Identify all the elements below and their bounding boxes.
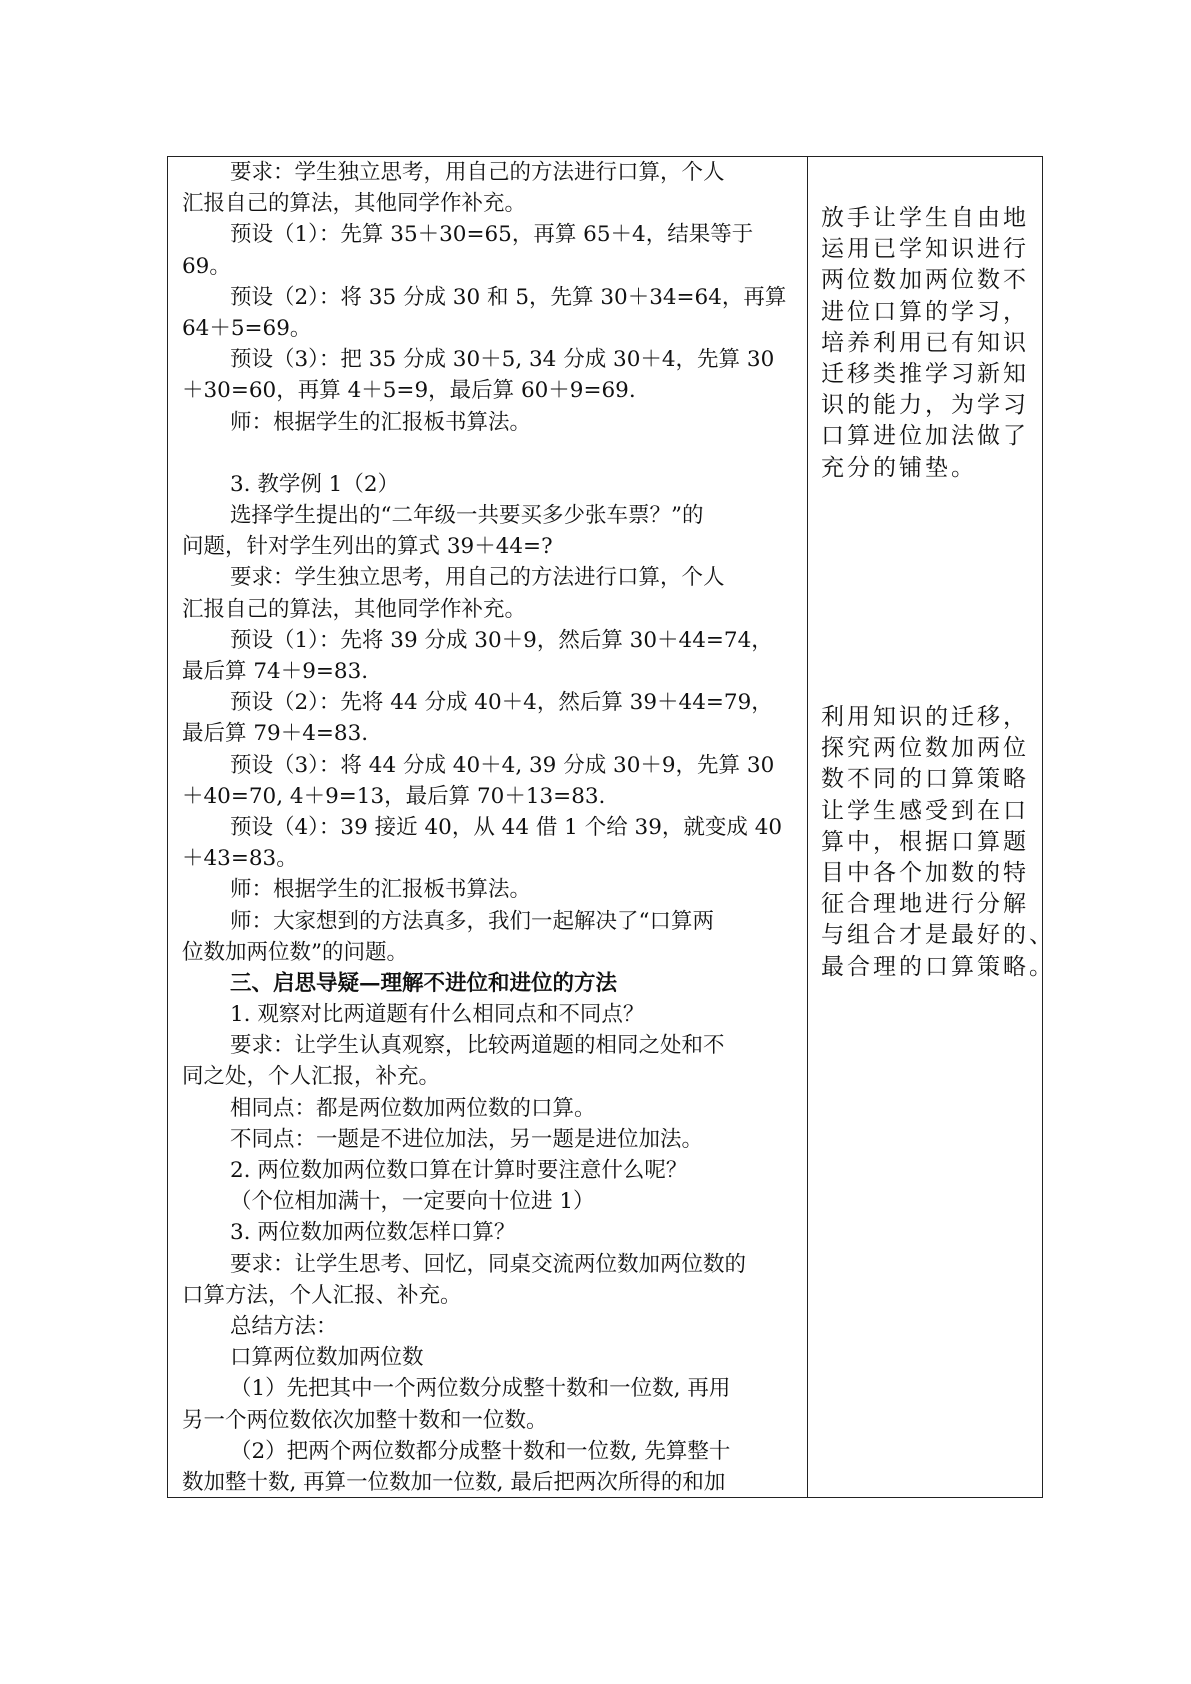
side-note-line: 放手让学生自由地 — [821, 205, 1029, 231]
content-line: 总结方法： — [230, 1313, 338, 1339]
side-note-line: 运用已学知识进行 — [821, 236, 1029, 263]
lesson-table — [167, 156, 1055, 1498]
side-note-line: 目中各个加数的特 — [821, 859, 1029, 886]
content-line: 预设（1）：先将 39 分成 30＋9，然后算 30＋44=74， — [230, 627, 773, 653]
content-line: 最后算 79＋4=83. — [182, 721, 369, 747]
side-note-line: 征合理地进行分解 — [821, 891, 1029, 918]
content-line: 3. 教学例 1（2） — [230, 471, 400, 497]
content-line: 口算方法，个人汇报、补充。 — [182, 1282, 462, 1308]
content-line: 口算两位数加两位数 — [230, 1345, 424, 1371]
content-line: 师：根据学生的汇报板书算法。 — [230, 409, 532, 435]
content-line: 选择学生提出的“二年级一共要买多少张车票？”的 — [230, 503, 704, 529]
side-note-line: 口算进位加法做了 — [821, 423, 1029, 450]
content-line: ＋43=83。 — [182, 846, 298, 872]
content-line: （个位相加满十，一定要向十位进 1） — [230, 1189, 595, 1215]
side-note-2 — [821, 702, 1055, 983]
content-line: 位数加两位数”的问题。 — [182, 939, 408, 965]
side-note-line: 利用知识的迁移， — [821, 704, 1029, 730]
content-line: 预设（1）：先算 35＋30=65，再算 65＋4，结果等于 — [230, 222, 754, 248]
side-note-line: 探究两位数加两位 — [821, 735, 1029, 762]
content-line: 汇报自己的算法，其他同学作补充。 — [182, 596, 527, 622]
side-note-line: 培养利用已有知识 — [821, 329, 1029, 356]
side-note-1 — [821, 203, 1039, 484]
content-line: 要求：让学生思考、回忆，同桌交流两位数加两位数的 — [230, 1251, 747, 1277]
content-line: 师：根据学生的汇报板书算法。 — [230, 877, 532, 903]
content-line: 预设（3）：将 44 分成 40＋4, 39 分成 30＋9，先算 30 — [230, 752, 775, 778]
content-line: 另一个两位数依次加整十数和一位数。 — [182, 1407, 548, 1433]
side-note-line: 数不同的口算策略 — [821, 766, 1029, 793]
blank-line — [182, 438, 802, 469]
side-note-line: 算中，根据口算题 — [821, 828, 1029, 855]
content-line: 预设（2）：将 35 分成 30 和 5，先算 30＋34=64，再算 — [230, 284, 787, 310]
content-line: 预设（4）：39 接近 40，从 44 借 1 个给 39，就变成 40 — [230, 814, 783, 840]
content-line: 师：大家想到的方法真多，我们一起解决了“口算两 — [230, 908, 714, 934]
content-line: 3. 两位数加两位数怎样口算？ — [230, 1220, 516, 1246]
content-line: 64＋5=69。 — [182, 315, 312, 341]
content-line: 最后算 74＋9=83. — [182, 659, 369, 684]
content-line: 汇报自己的算法，其他同学作补充。 — [182, 191, 527, 217]
content-line: 预设（3）：把 35 分成 30＋5, 34 分成 30＋4，先算 30 — [230, 347, 775, 373]
side-note-line: 让学生感受到在口 — [821, 797, 1029, 824]
content-line: 相同点：都是两位数加两位数的口算。 — [230, 1095, 596, 1121]
content-line: 数加整十数, 再算一位数加一位数, 最后把两次所得的和加 — [182, 1469, 726, 1495]
side-note-line: 与组合才是最好的、 — [821, 922, 1055, 949]
content-line: 要求：让学生认真观察，比较两道题的相同之处和不 — [230, 1033, 725, 1059]
content-line: 同之处，个人汇报，补充。 — [182, 1064, 441, 1090]
content-line: 预设（2）：先将 44 分成 40＋4，然后算 39＋44=79， — [230, 690, 773, 716]
content-line: 69。 — [182, 253, 231, 279]
content-line: 问题，针对学生列出的算式 39＋44=? — [182, 534, 553, 560]
content-line: 要求：学生独立思考，用自己的方法进行口算，个人 — [230, 565, 725, 591]
content-line: 2. 两位数加两位数口算在计算时要注意什么呢？ — [230, 1158, 688, 1183]
content-line: ＋40=70, 4＋9=13，最后算 70＋13=83. — [182, 783, 606, 809]
side-note-line: 识的能力，为学习 — [821, 392, 1029, 419]
content-line: 三、启思导疑—理解不进位和进位的方法 — [230, 970, 618, 996]
column-divider — [807, 157, 808, 1497]
content-line: 不同点：一题是不进位加法，另一题是进位加法。 — [230, 1126, 704, 1152]
side-note-line: 最合理的口算策略。 — [821, 953, 1055, 980]
content-line: 要求：学生独立思考，用自己的方法进行口算，个人 — [230, 160, 725, 185]
content-line: 1. 观察对比两道题有什么相同点和不同点？ — [230, 1002, 645, 1028]
content-line: ＋30=60，再算 4＋5=9，最后算 60＋9=69. — [182, 378, 636, 404]
side-note-line: 两位数加两位数不 — [821, 267, 1029, 294]
side-note-line: 进位口算的学习， — [821, 298, 1029, 325]
content-line: （1）先把其中一个两位数分成整十数和一位数, 再用 — [230, 1376, 731, 1402]
content-line: （2）把两个两位数都分成整十数和一位数, 先算整十 — [230, 1438, 731, 1464]
main-content-column — [182, 157, 802, 1498]
side-note-line: 充分的铺垫。 — [821, 454, 977, 481]
side-note-line: 迁移类推学习新知 — [821, 360, 1029, 387]
